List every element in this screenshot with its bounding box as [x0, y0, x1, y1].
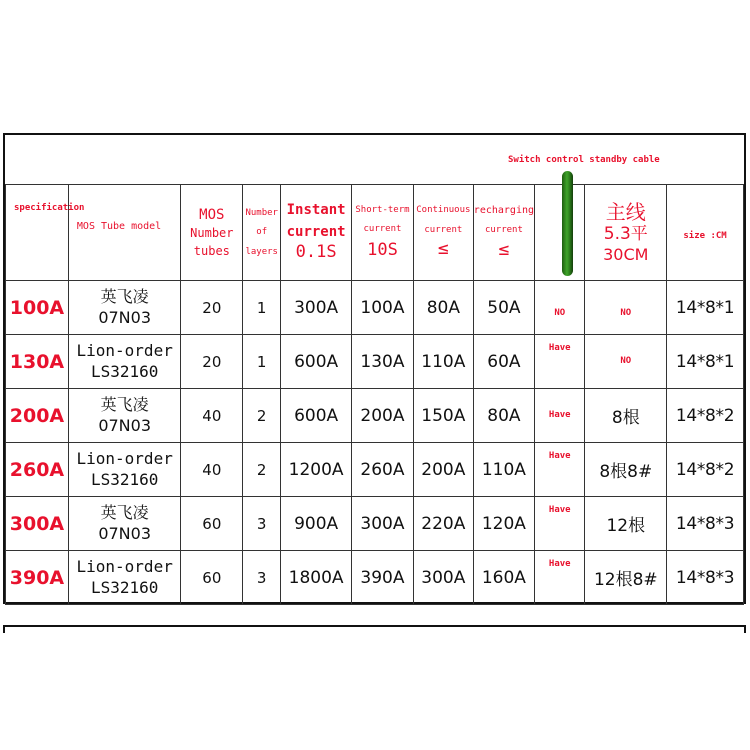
model-code: LS32160 [90, 469, 159, 489]
header-recharging-line2: current [484, 225, 523, 236]
next-table-right-edge [744, 625, 746, 633]
table-row [6, 281, 744, 335]
spec-table [5, 184, 744, 605]
model-code: 07N03 [98, 307, 151, 327]
header-recharging [473, 185, 534, 281]
header-continuous-line2: current [424, 224, 463, 235]
header-recharging-line3: ≤ [498, 238, 510, 260]
model-code: LS32160 [90, 361, 159, 381]
spec-value: 390A [9, 566, 65, 589]
mainline-cell [585, 335, 667, 389]
header-mainline-line1: 主线 [605, 199, 646, 224]
continuous-cell [413, 281, 473, 335]
header-mos [181, 185, 243, 281]
header-size-label: size :CM [683, 231, 727, 241]
switch-cable-value: Have [548, 505, 571, 515]
size-value: 14*8*1 [675, 351, 735, 372]
model-cell [68, 551, 181, 605]
recharge-cell [473, 281, 534, 335]
header-instant-line2: current [286, 224, 346, 241]
spec-value: 300A [9, 512, 65, 535]
short-term-current: 260A [360, 459, 405, 480]
header-model [68, 185, 181, 281]
short-cell [352, 389, 414, 443]
table-row [6, 389, 744, 443]
short-cell [352, 443, 414, 497]
mos-count-cell [181, 335, 243, 389]
instant-cell [281, 335, 352, 389]
model-cell [68, 443, 181, 497]
model-cell [68, 335, 181, 389]
short-term-current: 130A [360, 351, 405, 372]
size-cell [667, 497, 744, 551]
recharging-current: 160A [481, 567, 526, 588]
layers-count: 3 [256, 515, 267, 533]
layers-cell [243, 335, 281, 389]
spec-cell [6, 443, 69, 497]
size-value: 14*8*3 [675, 567, 735, 588]
table-row [6, 335, 744, 389]
header-switch [535, 185, 585, 281]
model-cell [68, 281, 181, 335]
size-cell [667, 389, 744, 443]
layers-count: 2 [256, 461, 267, 479]
short-cell [352, 281, 414, 335]
layers-count: 1 [256, 353, 267, 371]
spec-cell [6, 335, 69, 389]
header-instant-line1: Instant [286, 202, 346, 219]
continuous-current: 300A [421, 567, 466, 588]
recharging-current: 110A [481, 459, 526, 480]
mos-count: 60 [202, 515, 222, 533]
spec-value: 130A [9, 350, 65, 373]
spec-cell [6, 389, 69, 443]
recharge-cell [473, 389, 534, 443]
instant-current: 600A [294, 405, 339, 426]
continuous-cell [413, 551, 473, 605]
short-term-current: 390A [360, 567, 405, 588]
header-layers-line3: layers [245, 246, 278, 257]
spec-cell [6, 551, 69, 605]
short-term-current: 300A [360, 513, 405, 534]
mos-count-cell [181, 281, 243, 335]
recharging-current: 50A [487, 297, 521, 318]
mainline-value: 12根 [606, 516, 646, 536]
short-cell [352, 551, 414, 605]
header-layers [243, 185, 281, 281]
table-row [6, 443, 744, 497]
header-short-line1: Short-term [355, 204, 410, 215]
instant-cell [281, 551, 352, 605]
short-term-current: 100A [360, 297, 405, 318]
instant-current: 1200A [288, 459, 344, 480]
spec-value: 100A [9, 296, 65, 319]
next-table-left-edge [3, 625, 5, 633]
header-spec-label: specification [14, 203, 85, 213]
switch-cell [535, 551, 585, 605]
size-cell [667, 443, 744, 497]
size-value: 14*8*2 [675, 459, 735, 480]
header-short-line2: current [363, 224, 402, 235]
mainline-cell [585, 389, 667, 443]
mos-count: 40 [202, 461, 222, 479]
header-model-label: MOS Tube model [76, 221, 162, 232]
instant-current: 300A [294, 297, 339, 318]
instant-current: 600A [294, 351, 339, 372]
layers-cell [243, 497, 281, 551]
model-brand: Lion-order [76, 556, 173, 576]
continuous-cell [413, 497, 473, 551]
header-layers-line2: of [256, 227, 268, 238]
green-cable-icon [562, 171, 573, 276]
spec-cell [6, 497, 69, 551]
instant-current: 900A [294, 513, 339, 534]
size-value: 14*8*1 [675, 297, 735, 318]
mainline-value: 8根 [611, 408, 640, 428]
instant-current: 1800A [288, 567, 344, 588]
header-mainline-line2: 5.3平 [603, 223, 648, 244]
switch-cell [535, 443, 585, 497]
model-code: 07N03 [98, 523, 151, 543]
mos-count-cell [181, 551, 243, 605]
recharge-cell [473, 551, 534, 605]
layers-count: 1 [256, 299, 267, 317]
switch-cell [535, 497, 585, 551]
header-layers-line1: Number [245, 207, 278, 218]
header-mainline [585, 185, 667, 281]
short-cell [352, 497, 414, 551]
header-mainline-line3: 30CM [603, 245, 649, 265]
mainline-value: NO [620, 356, 632, 366]
model-brand: Lion-order [76, 340, 173, 360]
table-banner [5, 135, 744, 185]
mos-count: 40 [202, 407, 222, 425]
continuous-cell [413, 389, 473, 443]
header-instant [281, 185, 352, 281]
spec-value: 260A [9, 458, 65, 481]
recharging-current: 120A [481, 513, 526, 534]
mos-count-cell [181, 443, 243, 497]
switch-cell [535, 281, 585, 335]
spec-value: 200A [9, 404, 65, 427]
model-brand: 英飞凌 [100, 286, 149, 306]
mainline-value: 12根8# [593, 570, 658, 590]
header-recharging-line1: recharging [473, 204, 535, 216]
switch-cable-value: Have [548, 343, 571, 353]
switch-control-title: Switch control standby cable [508, 155, 660, 165]
continuous-current: 200A [421, 459, 466, 480]
size-cell [667, 551, 744, 605]
instant-cell [281, 443, 352, 497]
continuous-current: 80A [426, 297, 460, 318]
layers-cell [243, 281, 281, 335]
continuous-current: 150A [421, 405, 466, 426]
switch-cable-value: NO [554, 308, 566, 318]
short-term-current: 200A [360, 405, 405, 426]
header-short-line3: 10S [367, 239, 398, 260]
instant-cell [281, 281, 352, 335]
short-cell [352, 335, 414, 389]
model-code: 07N03 [98, 415, 151, 435]
mainline-value: NO [620, 308, 632, 318]
header-size [667, 185, 744, 281]
model-brand: 英飞凌 [100, 394, 149, 414]
layers-count: 3 [256, 569, 267, 587]
header-instant-line3: 0.1S [295, 242, 337, 263]
model-brand: 英飞凌 [100, 502, 149, 522]
header-mos-line3: tubes [193, 243, 230, 258]
switch-cable-value: Have [548, 559, 571, 569]
instant-cell [281, 389, 352, 443]
layers-cell [243, 551, 281, 605]
spec-table-frame [3, 133, 746, 604]
recharging-current: 80A [487, 405, 521, 426]
next-table-top-edge [3, 625, 746, 627]
mainline-cell [585, 497, 667, 551]
model-cell [68, 497, 181, 551]
recharging-current: 60A [487, 351, 521, 372]
continuous-cell [413, 335, 473, 389]
switch-cable-value: Have [548, 410, 571, 420]
mos-count: 60 [202, 569, 222, 587]
mainline-cell [585, 281, 667, 335]
switch-cell [535, 389, 585, 443]
model-code: LS32160 [90, 577, 159, 597]
model-brand: Lion-order [76, 448, 173, 468]
mos-count: 20 [202, 353, 222, 371]
mos-count-cell [181, 497, 243, 551]
switch-cell [535, 335, 585, 389]
size-value: 14*8*3 [675, 513, 735, 534]
recharge-cell [473, 335, 534, 389]
size-value: 14*8*2 [675, 405, 735, 426]
layers-cell [243, 389, 281, 443]
table-row [6, 551, 744, 605]
header-spec [6, 185, 85, 281]
header-mos-line2: Number [190, 225, 234, 240]
table-row [6, 497, 744, 551]
continuous-current: 220A [421, 513, 466, 534]
header-continuous [413, 185, 473, 281]
continuous-current: 110A [421, 351, 466, 372]
header-continuous-line3: ≤ [437, 238, 449, 259]
header-mos-line1: MOS [199, 206, 225, 223]
instant-cell [281, 497, 352, 551]
mainline-cell [585, 551, 667, 605]
switch-cable-value: Have [548, 451, 571, 461]
model-cell [68, 389, 181, 443]
mos-count-cell [181, 389, 243, 443]
mainline-cell [585, 443, 667, 497]
recharge-cell [473, 497, 534, 551]
header-continuous-line1: Continuous [416, 205, 471, 216]
layers-cell [243, 443, 281, 497]
continuous-cell [413, 443, 473, 497]
size-cell [667, 335, 744, 389]
size-cell [667, 281, 744, 335]
mos-count: 20 [202, 299, 222, 317]
header-row [6, 185, 744, 281]
mainline-value: 8根8# [599, 462, 653, 482]
header-short [352, 185, 414, 281]
spec-cell [6, 281, 69, 335]
layers-count: 2 [256, 407, 267, 425]
recharge-cell [473, 443, 534, 497]
